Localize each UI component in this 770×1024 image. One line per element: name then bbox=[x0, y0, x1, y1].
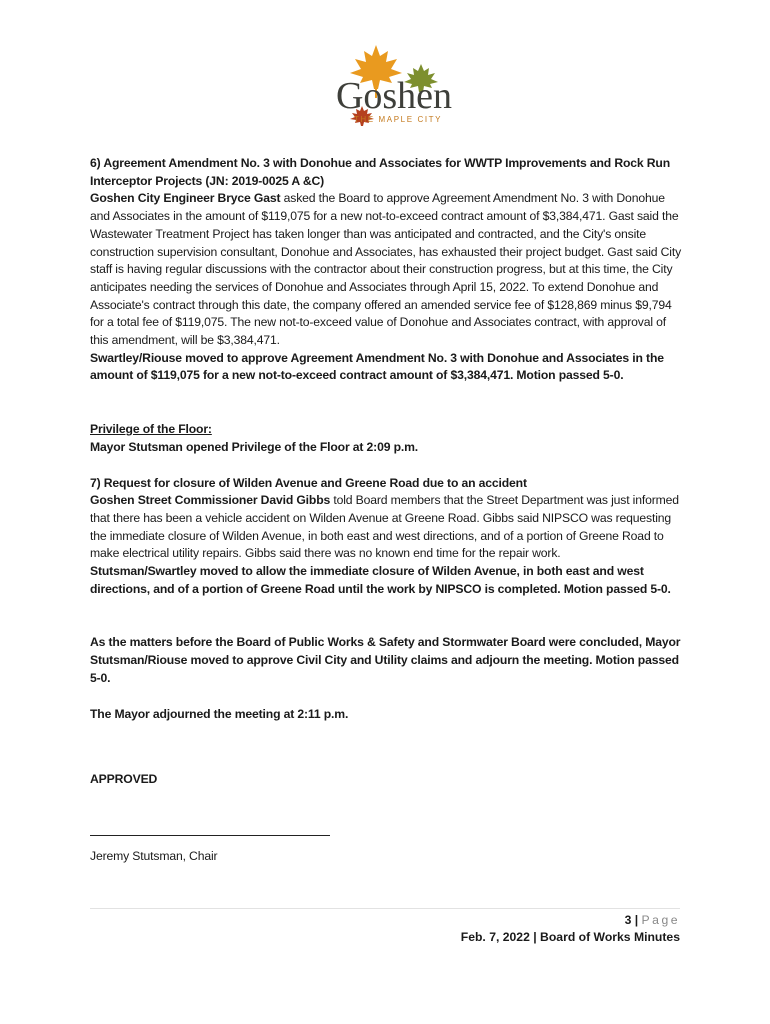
section7-body: told Board members that the Street Department was just informed that there has been a vehicle accident on Wilden Avenue at Greene Road. Gibbs said NIPSCO was requesting the immediate closure of Wilden Avenue, in both east and west directions, and of a portion of Greene Road to make electrical utility repairs. Gibbs said there was no known end time for the repair work. bbox=[90, 493, 679, 561]
closing-adjourned: The Mayor adjourned the meeting at 2:11 p.m. bbox=[90, 706, 349, 721]
section6-motion: Swartley/Riouse moved to approve Agreement Amendment No. 3 with Donohue and Associates in the amount of $119,075 for a new not-to-exceed contract amount of $3,384,471. Motion passed 5-0. bbox=[90, 350, 664, 383]
section7-motion: Stutsman/Swartley moved to allow the immediate closure of Wilden Avenue, in both east and west directions, and of a portion of Greene Road until the work by NIPSCO is completed. Motion passed 5-0. bbox=[90, 564, 671, 596]
section7-speaker: Goshen Street Commissioner David Gibbs bbox=[90, 493, 331, 508]
section6-heading bbox=[90, 155, 682, 190]
privilege-text: Mayor Stutsman opened Privilege of the Floor at 2:09 p.m. bbox=[90, 439, 419, 454]
page-number: 3 bbox=[624, 913, 632, 927]
approved-label: APPROVED bbox=[90, 772, 158, 787]
footer-divider bbox=[90, 908, 680, 909]
page-indicator bbox=[461, 912, 680, 929]
section6-body: asked the Board to approve Agreement Amendment No. 3 with Donohue and Associates in the amount of $119,075 for a new not-to-exceed contract amount of $3,384,471. Gast said the Wastewater Treatment Project has taken longer than was anticipated and contracted, and the City's onsite construction supervision consultant, Donohue and Associates, has exhausted their project budget. Gast said City staff is having regular discussions with the contractor about their construction progress, but at this time, the City anticipates needing the services of Donohue and Associates through April 15, 2022. To extend Donohue and Associate's contract through this date, the company offered an amended service fee of $128,869 minus $9,794 for a total fee of $119,075. The new not-to-exceed value of Donohue and Associates contract, with approval of this amendment, will be $3,384,471. bbox=[90, 191, 682, 348]
section6-speaker: Goshen City Engineer Bryce Gast bbox=[90, 191, 281, 206]
closing-claims: As the matters before the Board of Public Works & Safety and Stormwater Board were concluded, Mayor Stutsman/Riouse moved to approve Civil City and Utility claims and adjourn the meeting. Motion passed 5-0. bbox=[90, 635, 681, 685]
logo-tagline: THE MAPLE CITY bbox=[353, 115, 443, 124]
privilege-heading: Privilege of the Floor: bbox=[90, 422, 212, 437]
minutes-body bbox=[90, 155, 682, 866]
section7-heading: 7) Request for closure of Wilden Avenue and Greene Road due to an accident bbox=[90, 475, 527, 490]
page-footer bbox=[461, 912, 680, 946]
page-separator: | bbox=[631, 913, 642, 927]
footer-document-title: Feb. 7, 2022 | Board of Works Minutes bbox=[460, 930, 680, 944]
section7-paragraph bbox=[90, 492, 682, 563]
signatory-name: Jeremy Stutsman, Chair bbox=[90, 848, 218, 863]
logo-wordmark: Goshen bbox=[335, 75, 453, 117]
section6-paragraph bbox=[90, 190, 682, 349]
signature-line bbox=[90, 835, 330, 836]
page-word: Page bbox=[641, 913, 680, 927]
section6-heading-line1: 6) Agreement Amendment No. 3 with Donohue and Associates for WWTP Improvements and Rock Run bbox=[90, 156, 671, 170]
goshen-logo bbox=[318, 42, 470, 134]
section6-heading-line2: Interceptor Projects (JN: 2019-0025 A &C) bbox=[90, 173, 325, 188]
